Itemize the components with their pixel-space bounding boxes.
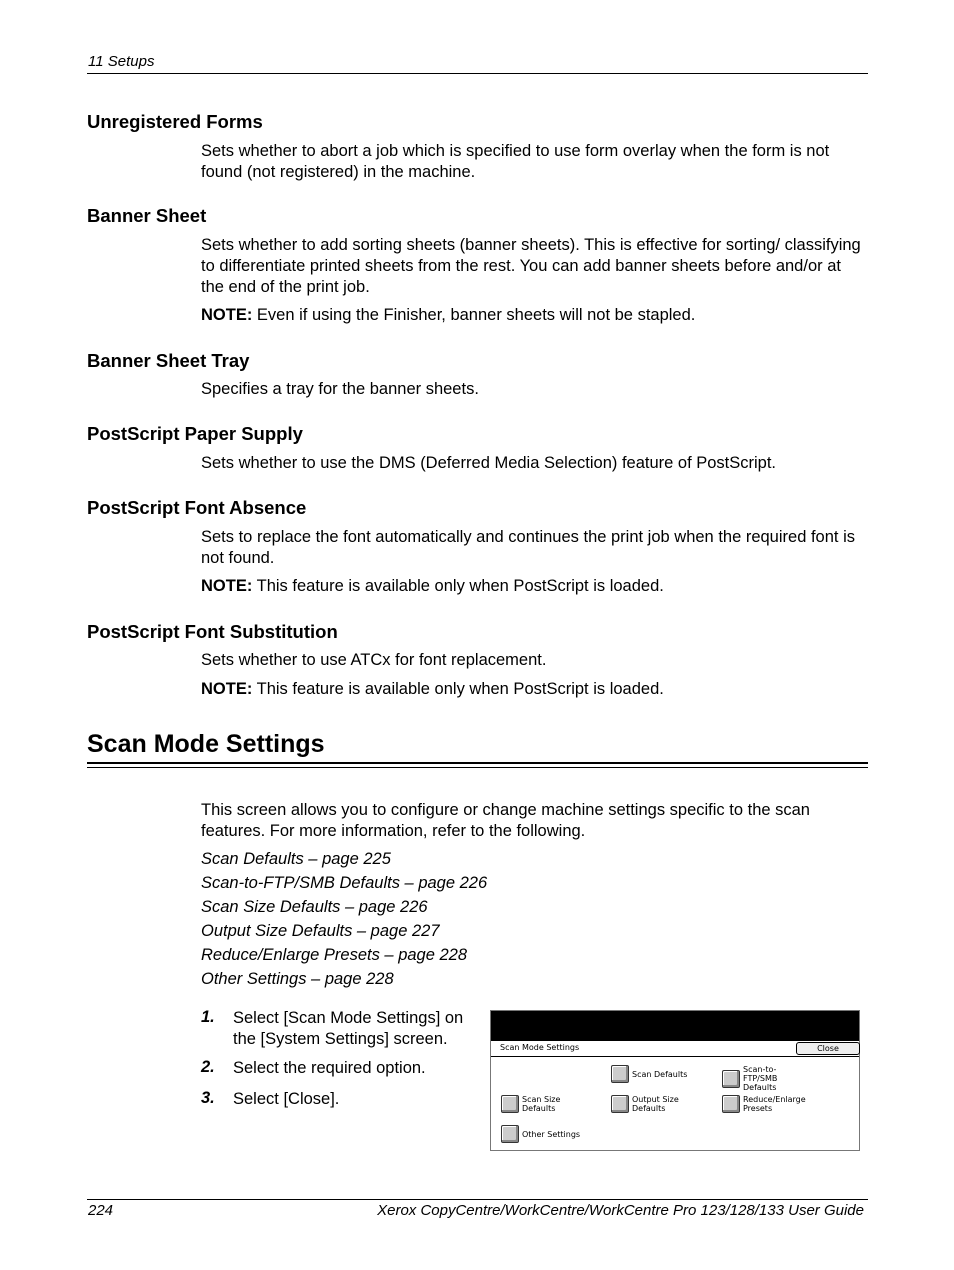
section-heading: Banner Sheet	[87, 205, 207, 226]
step-number: 2.	[201, 1058, 215, 1076]
cross-reference-link[interactable]: Scan Size Defaults – page 226	[201, 898, 428, 916]
cross-reference-link[interactable]: Scan Defaults – page 225	[201, 850, 391, 868]
section-body: Specifies a tray for the banner sheets.	[201, 380, 479, 398]
section-heading: PostScript Font Substitution	[87, 621, 338, 642]
note-text: This feature is available only when PostScript is loaded.	[252, 577, 664, 595]
guide-title: Xerox CopyCentre/WorkCentre/WorkCentre Pro 123/128/133 User Guide	[377, 1202, 864, 1219]
cross-reference-link[interactable]: Scan-to-FTP/SMB Defaults – page 226	[201, 874, 488, 892]
button-icon	[611, 1095, 629, 1113]
button-icon	[611, 1065, 629, 1083]
section-heading: PostScript Paper Supply	[87, 423, 303, 444]
note-text: Even if using the Finisher, banner sheets will not be stapled.	[252, 306, 696, 324]
note-text: This feature is available only when PostScript is loaded.	[252, 680, 664, 698]
section-body: Sets whether to add sorting sheets (banner sheets). This is effective for sorting/ classifying to differentiate printed sheets from the rest. You can add banner sheets before and/or at the end of the print job.	[201, 236, 861, 296]
screen-title: Scan Mode Settings	[500, 1043, 580, 1052]
button-label: Scan Size Defaults	[522, 1095, 561, 1113]
section-heading: Unregistered Forms	[87, 111, 263, 132]
footer-rule	[87, 1199, 868, 1200]
page-number: 224	[88, 1202, 114, 1219]
scan-defaults-button[interactable]	[611, 1065, 702, 1083]
section-body: Sets whether to use ATCx for font replacement.	[201, 651, 547, 669]
step-number: 3.	[201, 1089, 215, 1107]
note-label: NOTE:	[201, 577, 253, 595]
screen-header-bar	[491, 1011, 859, 1041]
scan-to-ftp-smb-defaults-button[interactable]	[722, 1065, 803, 1092]
button-icon	[501, 1125, 519, 1143]
section-body: Sets whether to use the DMS (Deferred Media Selection) feature of PostScript.	[201, 454, 777, 472]
cross-reference-link[interactable]: Output Size Defaults – page 227	[201, 922, 440, 940]
button-label: Output Size Defaults	[632, 1095, 679, 1113]
output-size-defaults-button[interactable]	[611, 1095, 712, 1113]
note	[201, 576, 868, 597]
section-body: Sets to replace the font automatically and continues the print job when the required font is not found.	[201, 528, 855, 567]
cross-reference-link[interactable]: Reduce/Enlarge Presets – page 228	[201, 946, 468, 964]
scan-size-defaults-button[interactable]	[501, 1095, 592, 1113]
screen-title-bar	[491, 1041, 859, 1057]
cross-reference-link[interactable]: Other Settings – page 228	[201, 970, 394, 988]
step-number: 1.	[201, 1008, 215, 1026]
scan-intro: This screen allows you to configure or change machine settings specific to the scan features. For more information, refer to the following.	[201, 801, 810, 840]
button-icon	[501, 1095, 519, 1113]
scan-mode-settings-screen	[490, 1010, 860, 1151]
section-heading: PostScript Font Absence	[87, 497, 307, 518]
other-settings-button[interactable]	[501, 1125, 592, 1143]
button-icon	[722, 1070, 740, 1088]
close-button[interactable]: Close	[796, 1042, 860, 1055]
step-text: Select [Close].	[233, 1090, 340, 1108]
note	[201, 305, 868, 326]
title-rule	[87, 762, 868, 768]
note-label: NOTE:	[201, 680, 253, 698]
running-header: 11 Setups	[88, 53, 155, 70]
button-label: Other Settings	[522, 1129, 581, 1139]
chapter-section-title: Scan Mode Settings	[87, 730, 325, 758]
button-icon	[722, 1095, 740, 1113]
button-label: Scan-to-FTP/SMB Defaults	[743, 1065, 778, 1092]
reduce-enlarge-presets-button[interactable]	[722, 1095, 833, 1113]
button-label: Reduce/Enlarge Presets	[743, 1095, 806, 1113]
note-label: NOTE:	[201, 306, 253, 324]
note	[201, 679, 868, 700]
step-text: Select [Scan Mode Settings] on the [System Settings] screen.	[233, 1009, 464, 1048]
button-label: Scan Defaults	[632, 1069, 688, 1079]
header-rule	[87, 73, 868, 74]
step-text: Select the required option.	[233, 1059, 426, 1077]
section-heading: Banner Sheet Tray	[87, 350, 250, 371]
section-body: Sets whether to abort a job which is specified to use form overlay when the form is not found (not registered) in the machine.	[201, 142, 830, 181]
